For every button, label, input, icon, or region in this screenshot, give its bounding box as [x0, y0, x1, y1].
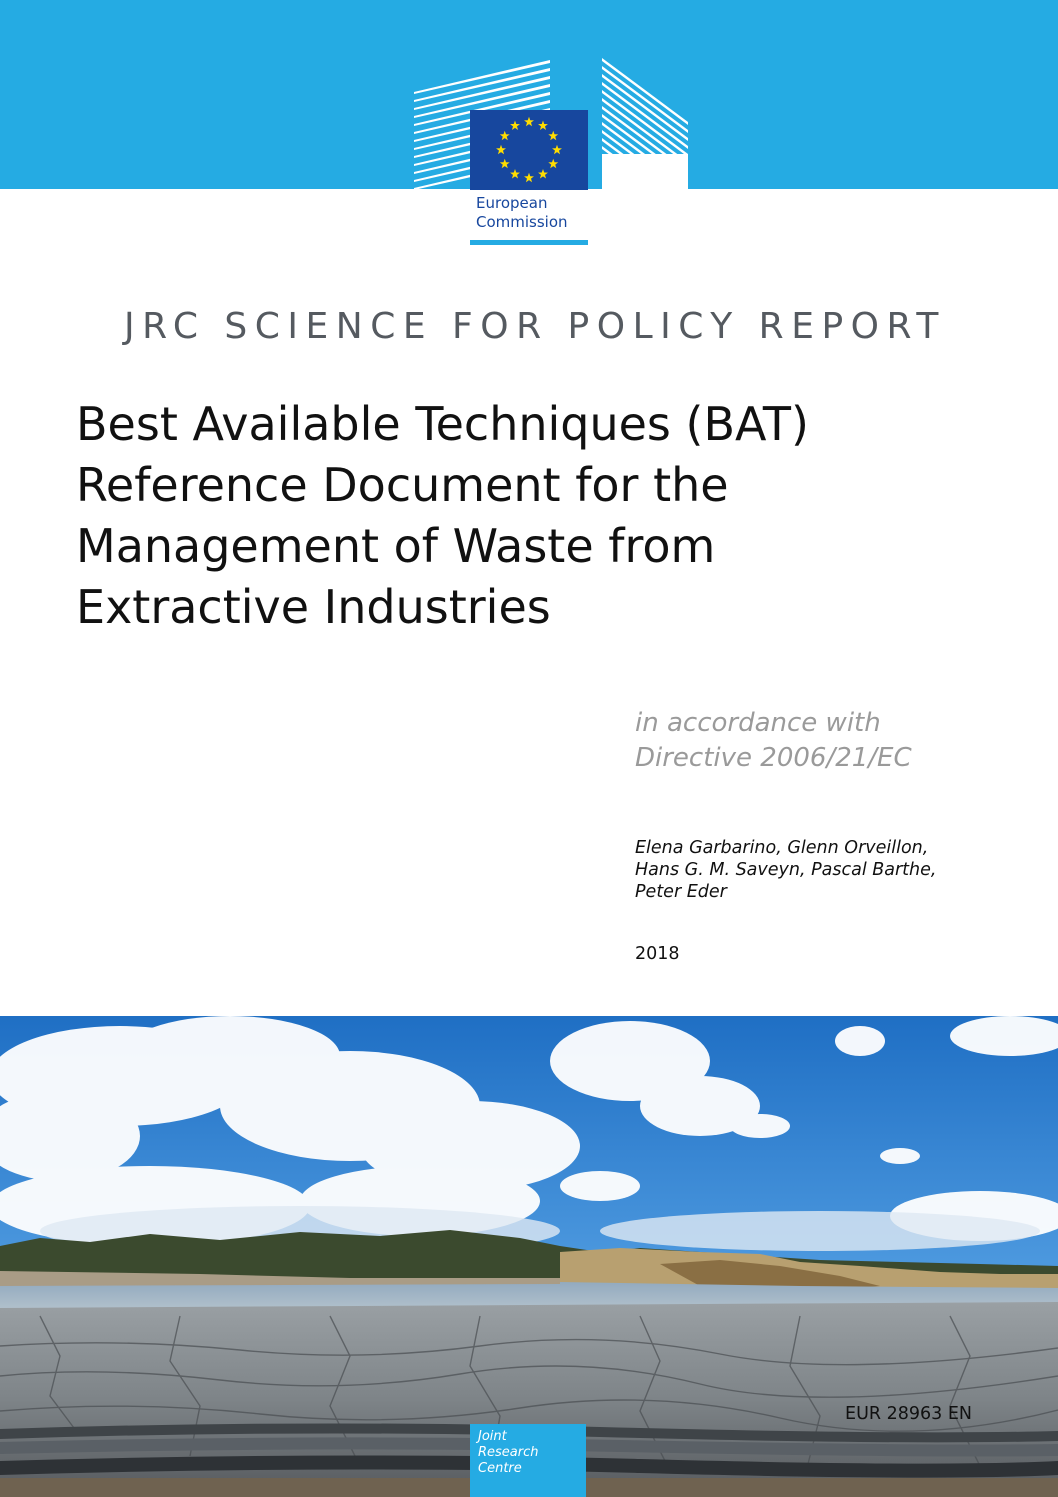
- logo-underline: [470, 240, 588, 245]
- jrc-wordmark: [478, 1429, 539, 1477]
- jrc-line: Joint: [478, 1429, 507, 1444]
- document-title: [76, 394, 976, 638]
- jrc-line: Research: [478, 1445, 539, 1460]
- title-line: Extractive Industries: [76, 580, 551, 634]
- author-list: [635, 837, 1035, 903]
- european-commission-logo: [412, 56, 692, 248]
- series-title: JRC SCIENCE FOR POLICY REPORT: [124, 306, 946, 347]
- jrc-logo: [470, 1424, 586, 1497]
- title-line: Management of Waste from: [76, 519, 716, 573]
- subtitle-line: in accordance with: [635, 708, 881, 738]
- document-subtitle: [635, 706, 1035, 776]
- logo-wordmark: [476, 194, 596, 232]
- author-line: Hans G. M. Saveyn, Pascal Barthe,: [635, 860, 937, 880]
- jrc-line: Centre: [478, 1461, 522, 1476]
- logo-line-european: European: [476, 194, 548, 212]
- title-line: Reference Document for the: [76, 458, 729, 512]
- subtitle-line: Directive 2006/21/EC: [635, 743, 912, 773]
- logo-line-commission: Commission: [476, 213, 568, 231]
- publication-year: 2018: [635, 944, 680, 964]
- author-line: Peter Eder: [635, 882, 727, 902]
- author-line: Elena Garbarino, Glenn Orveillon,: [635, 838, 929, 858]
- title-line: Best Available Techniques (BAT): [76, 397, 809, 451]
- report-number: EUR 28963 EN: [845, 1404, 972, 1424]
